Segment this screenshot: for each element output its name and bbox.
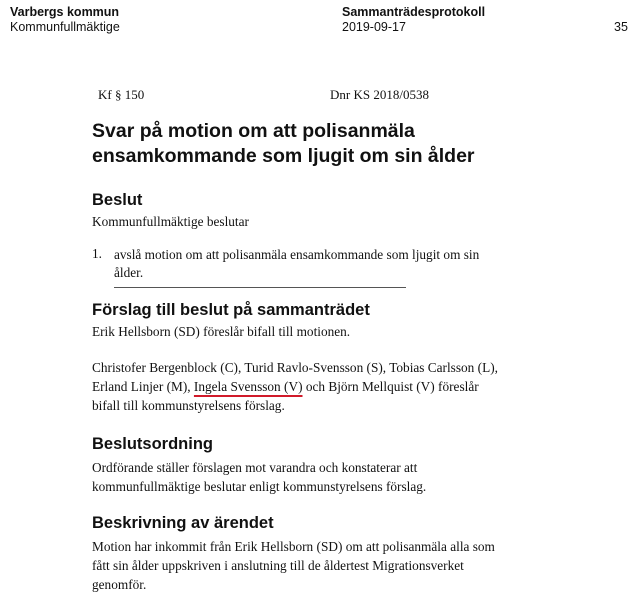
heading-beskrivning: Beskrivning av ärendet [92,514,274,532]
header-right [614,5,628,35]
list-item [114,246,554,282]
beskrivning-line-1: Motion har inkommit från Erik Hellsborn (SD) om att polisanmäla alla som [92,539,495,554]
forslag-p2-line-1: Christofer Bergenblock (C), Turid Ravlo-Svensson (S), Tobias Carlsson (L), [92,360,498,375]
list-item-line-2: ålder. [114,265,144,280]
header-left [10,5,120,35]
forslag-p1: Erik Hellsborn (SD) föreslår bifall till motionen. [92,324,351,339]
forslag-p2-line-2-a: Erland Linjer (M), [92,379,194,394]
org-name: Varbergs kommun [10,5,120,19]
dnr-ref: Dnr KS 2018/0538 [330,87,429,102]
meeting-date: 2019-09-17 [342,20,406,34]
highlighted-name: Ingela Svensson (V) [193,379,303,394]
beslutsordning-line-2: kommunfullmäktige beslutar enligt kommunstyrelsens förslag. [92,479,427,494]
page-number: 35 [614,20,628,34]
list-item-line-1: avslå motion om att polisanmäla ensamkommande som ljugit om sin [114,247,480,262]
forslag-p2-line-2 [92,377,498,396]
header-middle [342,5,485,35]
beslutsordning-text [92,458,426,496]
list-number: 1. [92,246,102,261]
body-name: Kommunfullmäktige [10,20,120,34]
divider [114,287,406,288]
heading-beslutsordning: Beslutsordning [92,435,214,453]
forslag-p2 [92,358,498,415]
doc-type: Sammanträdesprotokoll [342,5,486,19]
beslut-intro: Kommunfullmäktige beslutar [92,214,249,229]
heading-beslut: Beslut [92,191,143,209]
beskrivning-text [92,537,495,594]
beskrivning-line-2: fått sin ålder uppskriven i anslutning till de åldertest Migrationsverket [92,558,464,573]
forslag-p2-line-2-b: och Björn Mellquist (V) föreslår [302,379,479,394]
page-title [92,119,562,169]
beskrivning-line-3: genomför. [92,577,147,592]
heading-forslag: Förslag till beslut på sammanträdet [92,301,370,319]
paragraph-ref: Kf § 150 [98,87,145,102]
title-line-1: Svar på motion om att polisanmäla [92,120,415,142]
beslutsordning-line-1: Ordförande ställer förslagen mot varandra och konstaterar att [92,460,418,475]
title-line-2: ensamkommande som ljugit om sin ålder [92,145,475,167]
forslag-p2-line-3: bifall till kommunstyrelsens förslag. [92,398,285,413]
